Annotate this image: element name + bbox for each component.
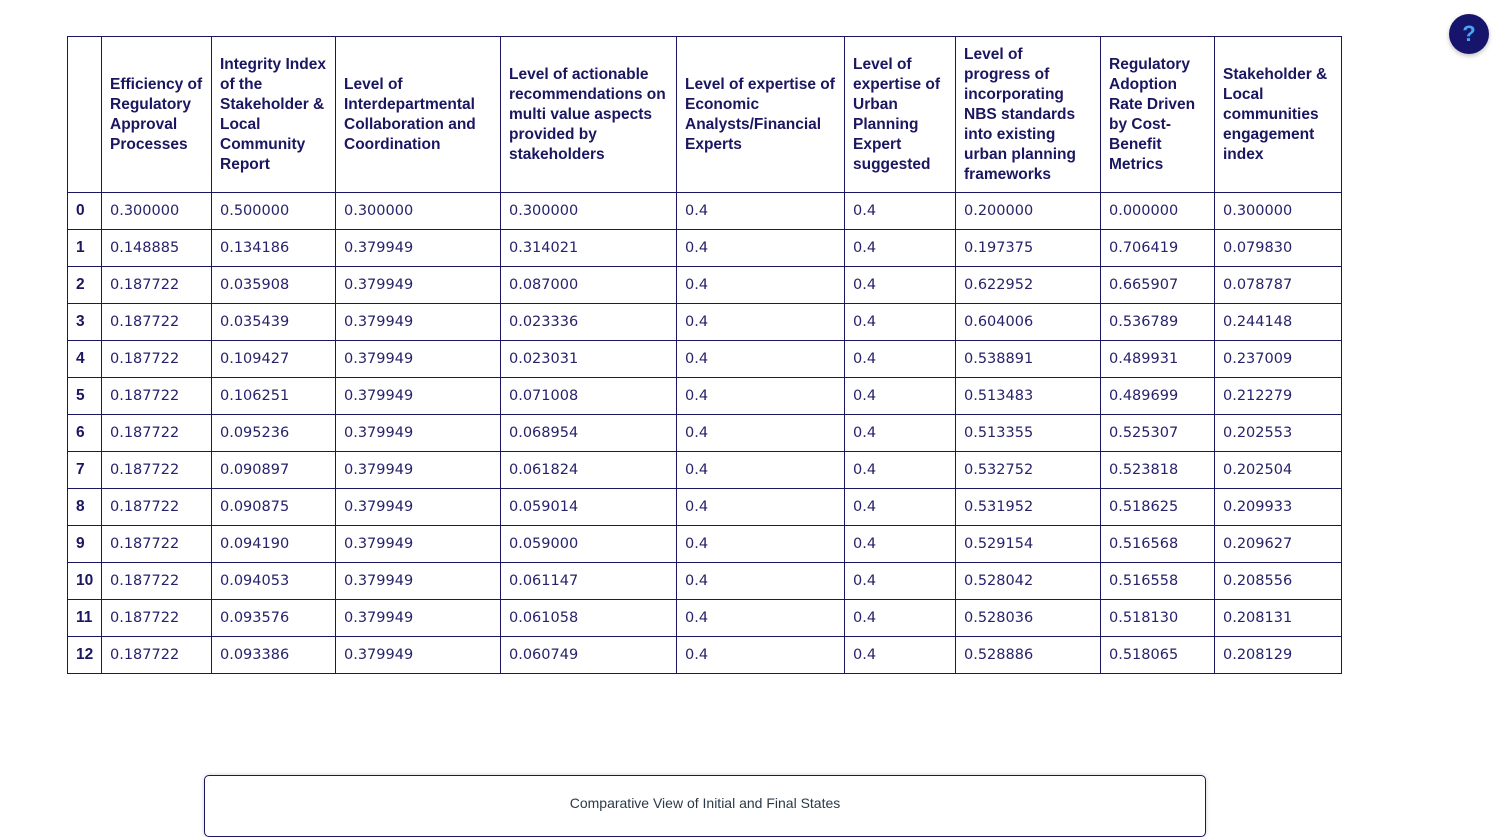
table-cell: 0.4 (677, 526, 845, 563)
table-cell: 0.4 (677, 304, 845, 341)
table-row (68, 230, 1342, 267)
table-cell: 0.528036 (956, 600, 1101, 637)
table-cell: 0.060749 (501, 637, 677, 674)
table-cell: 0.4 (677, 230, 845, 267)
table-cell: 0.208131 (1215, 600, 1342, 637)
table-cell: 0.187722 (102, 304, 212, 341)
table-cell: 0.538891 (956, 341, 1101, 378)
table-cell: 0.532752 (956, 452, 1101, 489)
table-cell: 0.093386 (212, 637, 336, 674)
table-cell: 0.4 (677, 378, 845, 415)
row-index: 2 (68, 267, 102, 304)
table-cell: 0.379949 (336, 341, 501, 378)
row-index: 4 (68, 341, 102, 378)
table-cell: 0.379949 (336, 452, 501, 489)
table-cell: 0.528042 (956, 563, 1101, 600)
table-cell: 0.300000 (1215, 193, 1342, 230)
table-cell: 0.4 (845, 193, 956, 230)
table-cell: 0.209933 (1215, 489, 1342, 526)
table-cell: 0.379949 (336, 230, 501, 267)
table-cell: 0.300000 (102, 193, 212, 230)
table-cell: 0.094053 (212, 563, 336, 600)
table-cell: 0.208129 (1215, 637, 1342, 674)
table-cell: 0.379949 (336, 267, 501, 304)
table-cell: 0.518625 (1101, 489, 1215, 526)
column-header: Stakeholder & Local communities engagement index (1215, 37, 1342, 193)
table-cell: 0.379949 (336, 489, 501, 526)
table-cell: 0.379949 (336, 415, 501, 452)
table-cell: 0.090897 (212, 452, 336, 489)
table-cell: 0.4 (845, 563, 956, 600)
table-cell: 0.4 (845, 489, 956, 526)
table-cell: 0.071008 (501, 378, 677, 415)
table-cell: 0.187722 (102, 489, 212, 526)
table-cell: 0.4 (677, 193, 845, 230)
table-cell: 0.379949 (336, 304, 501, 341)
table-cell: 0.4 (845, 378, 956, 415)
table-cell: 0.536789 (1101, 304, 1215, 341)
row-index: 6 (68, 415, 102, 452)
table-row (68, 489, 1342, 526)
table-cell: 0.187722 (102, 378, 212, 415)
table-cell: 0.087000 (501, 267, 677, 304)
table-cell: 0.078787 (1215, 267, 1342, 304)
table-body (68, 193, 1342, 674)
table-cell: 0.094190 (212, 526, 336, 563)
table-cell: 0.4 (845, 637, 956, 674)
table-cell: 0.244148 (1215, 304, 1342, 341)
question-mark-icon: ? (1462, 21, 1476, 46)
column-header: Level of progress of incorporating NBS standards into existing urban planning frameworks (956, 37, 1101, 193)
row-index: 11 (68, 600, 102, 637)
table-cell: 0.523818 (1101, 452, 1215, 489)
table-cell: 0.4 (845, 267, 956, 304)
table-cell: 0.528886 (956, 637, 1101, 674)
table-cell: 0.4 (845, 341, 956, 378)
table-row (68, 415, 1342, 452)
table-cell: 0.379949 (336, 378, 501, 415)
row-index: 0 (68, 193, 102, 230)
row-index: 5 (68, 378, 102, 415)
table-cell: 0.516568 (1101, 526, 1215, 563)
table-row (68, 378, 1342, 415)
table-cell: 0.4 (677, 563, 845, 600)
column-header: Integrity Index of the Stakeholder & Local Community Report (212, 37, 336, 193)
table-cell: 0.061058 (501, 600, 677, 637)
column-header: Level of Interdepartmental Collaboration and Coordination (336, 37, 501, 193)
table-cell: 0.379949 (336, 600, 501, 637)
table-cell: 0.516558 (1101, 563, 1215, 600)
table-cell: 0.531952 (956, 489, 1101, 526)
table-cell: 0.379949 (336, 526, 501, 563)
table-cell: 0.4 (677, 267, 845, 304)
table-row (68, 452, 1342, 489)
table-cell: 0.525307 (1101, 415, 1215, 452)
table-cell: 0.209627 (1215, 526, 1342, 563)
data-table (67, 36, 1342, 674)
comparative-chart-panel (204, 775, 1206, 837)
table-cell: 0.134186 (212, 230, 336, 267)
table-cell: 0.187722 (102, 415, 212, 452)
table-cell: 0.379949 (336, 563, 501, 600)
table-cell: 0.197375 (956, 230, 1101, 267)
table-cell: 0.148885 (102, 230, 212, 267)
table-cell: 0.208556 (1215, 563, 1342, 600)
table-cell: 0.489931 (1101, 341, 1215, 378)
table-cell: 0.090875 (212, 489, 336, 526)
table-cell: 0.095236 (212, 415, 336, 452)
table-cell: 0.518130 (1101, 600, 1215, 637)
table-cell: 0.4 (845, 526, 956, 563)
table-row (68, 267, 1342, 304)
table-cell: 0.079830 (1215, 230, 1342, 267)
table-cell: 0.4 (845, 304, 956, 341)
column-header: Level of expertise of Urban Planning Expert suggested (845, 37, 956, 193)
column-header: Regulatory Adoption Rate Driven by Cost-Benefit Metrics (1101, 37, 1215, 193)
row-index: 3 (68, 304, 102, 341)
table-cell: 0.4 (845, 600, 956, 637)
table-cell: 0.4 (677, 489, 845, 526)
header-row (68, 37, 1342, 193)
row-index: 12 (68, 637, 102, 674)
table-cell: 0.513483 (956, 378, 1101, 415)
table-row (68, 526, 1342, 563)
table-row (68, 563, 1342, 600)
table-cell: 0.4 (677, 341, 845, 378)
table-cell: 0.187722 (102, 526, 212, 563)
table-cell: 0.706419 (1101, 230, 1215, 267)
table-cell: 0.023031 (501, 341, 677, 378)
table-cell: 0.059014 (501, 489, 677, 526)
table-cell: 0.622952 (956, 267, 1101, 304)
table-cell: 0.200000 (956, 193, 1101, 230)
table-cell: 0.237009 (1215, 341, 1342, 378)
table-cell: 0.187722 (102, 267, 212, 304)
table-cell: 0.518065 (1101, 637, 1215, 674)
column-header: Level of expertise of Economic Analysts/Financial Experts (677, 37, 845, 193)
table-cell: 0.4 (677, 600, 845, 637)
table-row (68, 341, 1342, 378)
data-table-container (67, 36, 1342, 674)
table-cell: 0.187722 (102, 452, 212, 489)
table-cell: 0.109427 (212, 341, 336, 378)
table-cell: 0.187722 (102, 600, 212, 637)
row-index: 9 (68, 526, 102, 563)
help-button[interactable] (1449, 14, 1489, 54)
row-index: 8 (68, 489, 102, 526)
column-header: Efficiency of Regulatory Approval Processes (102, 37, 212, 193)
table-cell: 0.529154 (956, 526, 1101, 563)
row-index: 10 (68, 563, 102, 600)
table-cell: 0.202553 (1215, 415, 1342, 452)
column-header: Level of actionable recommendations on multi value aspects provided by stakeholders (501, 37, 677, 193)
table-cell: 0.035908 (212, 267, 336, 304)
table-cell: 0.4 (845, 415, 956, 452)
table-cell: 0.187722 (102, 341, 212, 378)
table-cell: 0.300000 (336, 193, 501, 230)
table-cell: 0.000000 (1101, 193, 1215, 230)
table-cell: 0.379949 (336, 637, 501, 674)
table-cell: 0.300000 (501, 193, 677, 230)
table-cell: 0.059000 (501, 526, 677, 563)
index-column-header (68, 37, 102, 193)
table-cell: 0.604006 (956, 304, 1101, 341)
table-cell: 0.187722 (102, 637, 212, 674)
table-cell: 0.489699 (1101, 378, 1215, 415)
table-cell: 0.093576 (212, 600, 336, 637)
table-cell: 0.068954 (501, 415, 677, 452)
table-cell: 0.212279 (1215, 378, 1342, 415)
table-cell: 0.314021 (501, 230, 677, 267)
table-cell: 0.106251 (212, 378, 336, 415)
table-cell: 0.187722 (102, 563, 212, 600)
table-cell: 0.4 (677, 415, 845, 452)
table-cell: 0.4 (677, 452, 845, 489)
table-header (68, 37, 1342, 193)
table-row (68, 193, 1342, 230)
table-cell: 0.500000 (212, 193, 336, 230)
table-cell: 0.035439 (212, 304, 336, 341)
table-cell: 0.202504 (1215, 452, 1342, 489)
table-cell: 0.665907 (1101, 267, 1215, 304)
table-cell: 0.4 (845, 452, 956, 489)
table-cell: 0.4 (845, 230, 956, 267)
table-cell: 0.061147 (501, 563, 677, 600)
table-row (68, 600, 1342, 637)
table-cell: 0.061824 (501, 452, 677, 489)
row-index: 1 (68, 230, 102, 267)
table-cell: 0.023336 (501, 304, 677, 341)
table-cell: 0.513355 (956, 415, 1101, 452)
row-index: 7 (68, 452, 102, 489)
table-row (68, 637, 1342, 674)
table-row (68, 304, 1342, 341)
chart-title: Comparative View of Initial and Final States (569, 795, 841, 811)
table-cell: 0.4 (677, 637, 845, 674)
